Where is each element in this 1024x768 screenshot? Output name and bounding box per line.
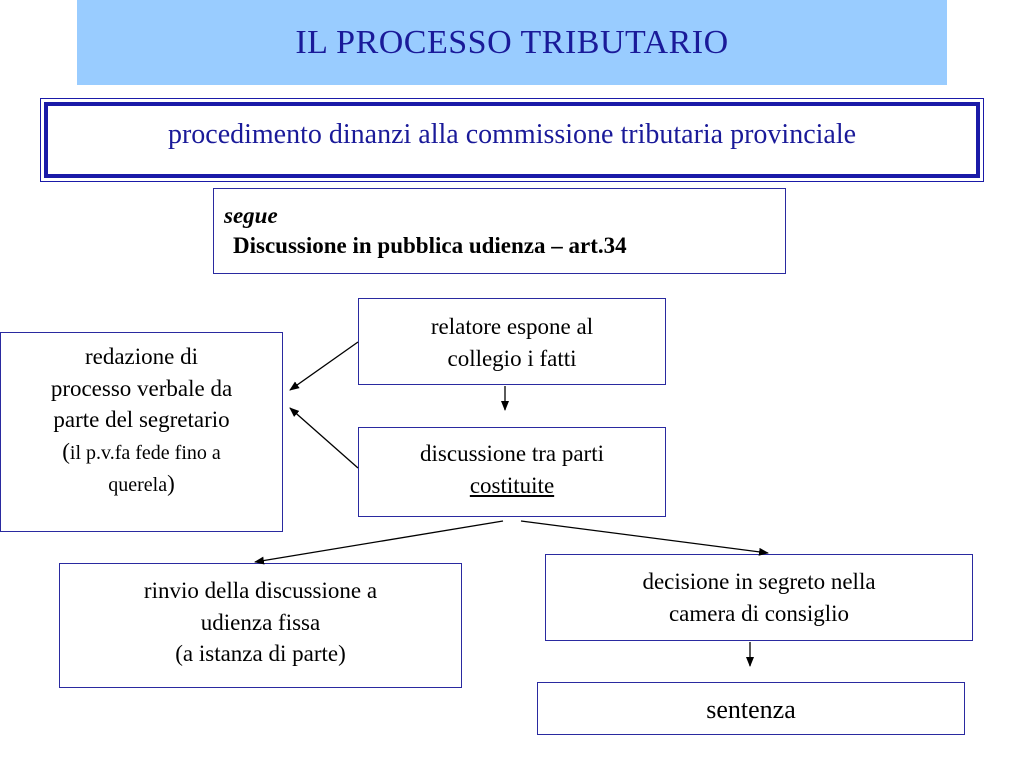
rinvio-line-3: (a istanza di parte) (175, 641, 346, 667)
page-title: IL PROCESSO TRIBUTARIO (295, 23, 729, 61)
redazione-note-1: il p.v.fa fede fino a (69, 442, 221, 465)
subtitle: procedimento dinanzi alla commissione tributaria provinciale (167, 119, 857, 150)
relatore-line-2: collegio i fatti (447, 345, 577, 371)
discussione-line-1: discussione tra parti (420, 441, 604, 466)
relatore-line-1: relatore espone al (430, 314, 594, 339)
rinvio-line-1: rinvio della discussione a (143, 578, 378, 603)
arrow-discussione-to-redazione (290, 408, 358, 468)
discussione-line-2: costituite (469, 472, 555, 498)
decisione-line-2: camera di consiglio (668, 600, 850, 626)
arrow-relatore-to-redazione (290, 342, 358, 390)
paren-close: ) (167, 470, 175, 496)
redazione-line-3: parte del segretario (53, 407, 230, 433)
paren-open: ( (62, 439, 70, 465)
arrow-discussione-to-rinvio (255, 521, 503, 562)
decisione-line-1: decisione in segreto nella (642, 569, 876, 594)
section-heading: Discussione in pubblica udienza – art.34 (233, 232, 627, 258)
rinvio-line-2: udienza fissa (200, 609, 321, 635)
redazione-line-2: processo verbale da (50, 375, 233, 401)
arrow-discussione-to-decisione (521, 521, 768, 553)
segue-label: segue (224, 203, 278, 228)
sentenza-label: sentenza (706, 695, 796, 724)
redazione-line-1: redazione di (84, 344, 199, 369)
redazione-note-2: querela (108, 473, 168, 496)
